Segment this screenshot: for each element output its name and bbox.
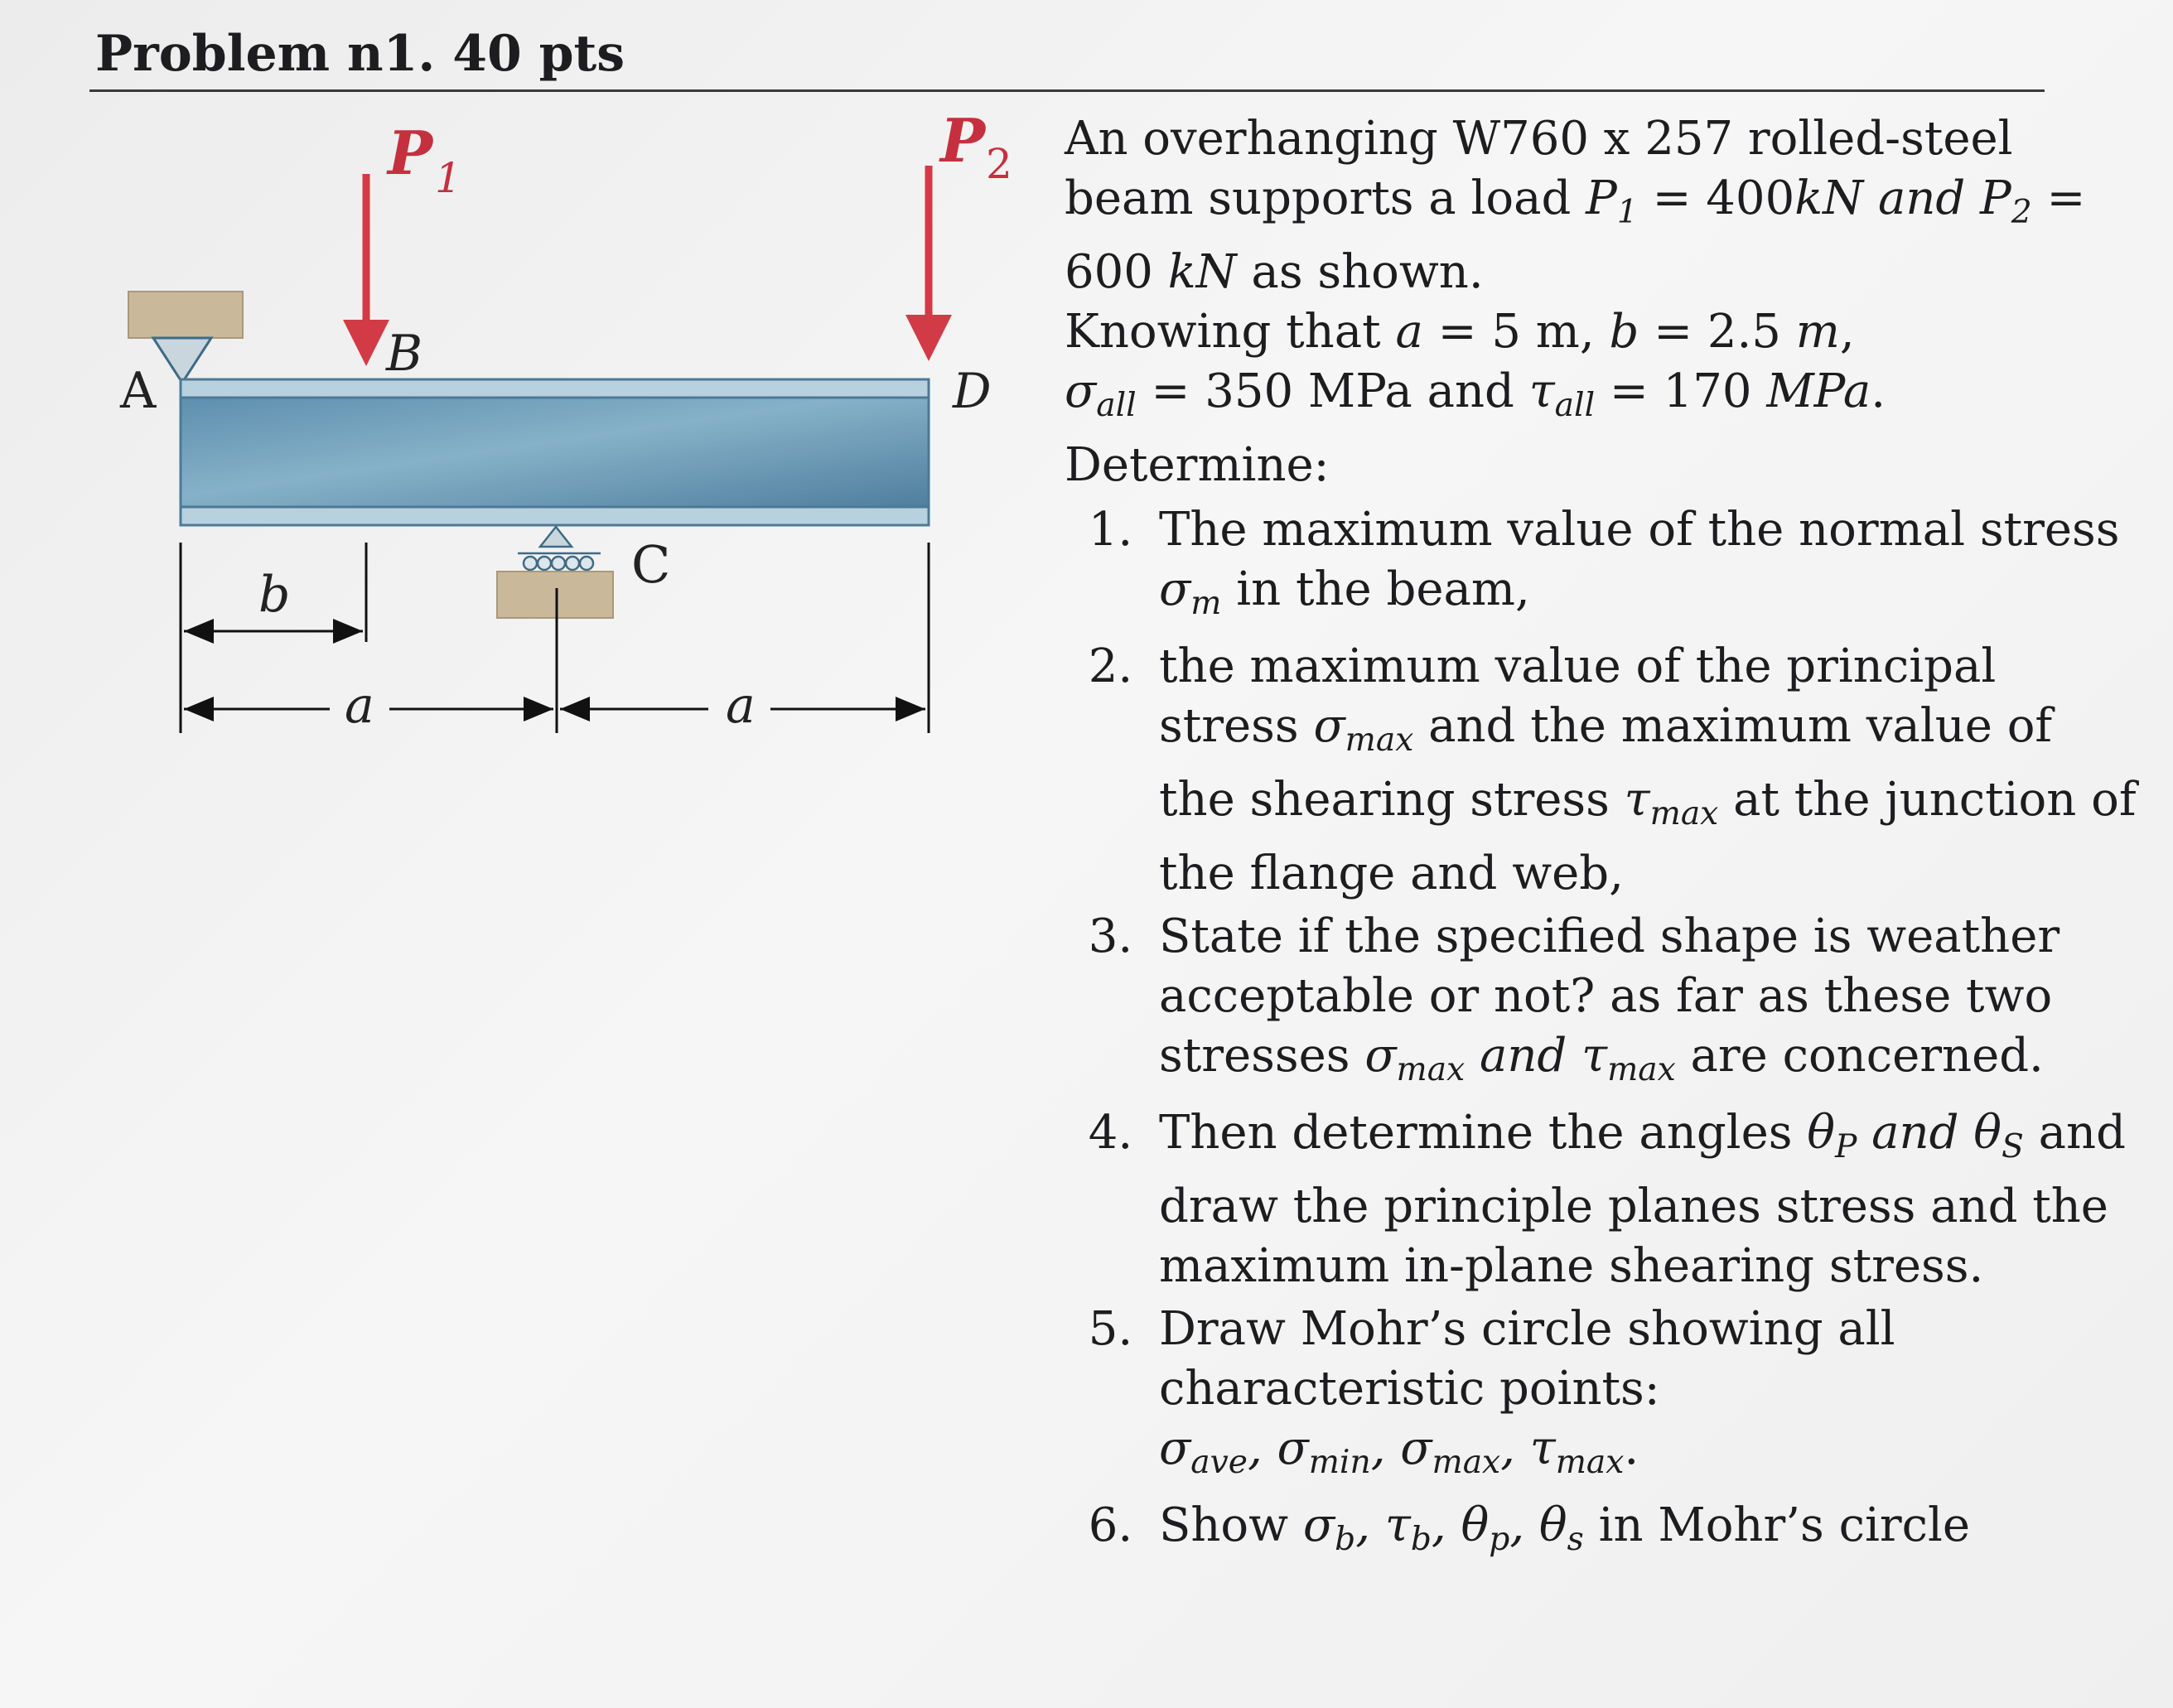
q1-sub: m (1190, 584, 1222, 622)
roller-support-triangle (540, 527, 572, 547)
intro-text-3c: as shown. (1236, 244, 1484, 299)
sigma-all-subscript: all (1096, 386, 1137, 424)
q6-theta-s: , θ (1509, 1498, 1567, 1552)
tau-all-subscript: all (1554, 386, 1596, 424)
question-3 (1147, 907, 2142, 1100)
question-5 (1147, 1300, 2142, 1493)
q5-sub-tau: max (1555, 1443, 1625, 1481)
determine-text: Determine: (1065, 437, 1330, 492)
q6-tau: , τ (1355, 1498, 1411, 1552)
known-text-1g: , (1839, 304, 1855, 359)
sigma-all-value: = 350 MPa and (1136, 364, 1529, 418)
label-c-point: C (631, 534, 671, 595)
q6-text: Show (1159, 1498, 1303, 1552)
tau-all-symbol: τ (1528, 364, 1555, 418)
label-a-point: A (120, 362, 157, 420)
q2-end: at the junction of the flange and web, (1159, 772, 2137, 900)
roller-wheels (524, 557, 593, 570)
q5-tau-max: , τ (1500, 1421, 1556, 1475)
q4-theta: θ (1807, 1105, 1835, 1160)
q1-sigma: σ (1159, 562, 1191, 616)
roller-support-base (497, 572, 613, 618)
q5-sub-ave: ave (1190, 1443, 1248, 1481)
p1-value: = 400 (1637, 171, 1795, 225)
q2-sub2: max (1649, 794, 1719, 832)
sigma-all-symbol: σ (1065, 364, 1097, 418)
q4-text: Then determine the angles (1159, 1105, 1808, 1160)
question-4 (1147, 1103, 2142, 1296)
p1-subscript: 1 (1616, 193, 1638, 231)
q5-sub-min: min (1308, 1443, 1371, 1481)
question-2 (1147, 637, 2142, 904)
b-symbol: b (1609, 304, 1639, 359)
load-arrow-p2-head (905, 315, 952, 361)
b-value: = 2.5 (1639, 304, 1796, 359)
q1-end: in the beam, (1221, 562, 1530, 616)
q6-sigma: σ (1302, 1498, 1335, 1552)
q4-end: and draw the principle planes stress and the maximum in-plane shearing stress. (1159, 1105, 2126, 1293)
label-p2-subscript: 2 (986, 140, 1012, 188)
a-symbol: a (1395, 304, 1423, 359)
q3-sigma: σ (1364, 1028, 1397, 1083)
q3-end: are concerned. (1675, 1028, 2044, 1083)
q3-sub1: max (1396, 1050, 1466, 1088)
q4-sub2: S (2001, 1127, 2024, 1165)
beam-web (181, 398, 929, 507)
p2-value: 600 (1065, 244, 1168, 299)
q4-and-theta: and θ (1857, 1105, 2002, 1160)
label-dim-b: b (258, 566, 291, 624)
q6-theta-p: , θ (1431, 1498, 1490, 1552)
label-p1-subscript: 1 (435, 154, 461, 202)
known-text-2h: . (1871, 364, 1886, 418)
p2-unit: kN (1167, 244, 1237, 299)
label-p2: P (940, 105, 986, 176)
q6-sub4: s (1567, 1520, 1584, 1558)
q3-and-tau: and τ (1465, 1028, 1608, 1083)
q3-text: State if the specified shape is weather acceptable or not? as far as these two stresses (1159, 909, 2060, 1083)
q5-sigma-max: , σ (1370, 1421, 1432, 1475)
intro-text-2a: beam supports a load (1065, 171, 1586, 225)
known-line-2 (1065, 362, 2142, 436)
q6-end: in Mohr’s circle (1583, 1498, 1971, 1552)
intro-line-1 (1065, 109, 2142, 169)
label-p1: P (388, 118, 433, 188)
q3-sub2: max (1607, 1050, 1676, 1088)
known-line-1 (1065, 302, 2142, 362)
intro-text-2g: = (2031, 171, 2086, 225)
q5-sub-max: max (1432, 1443, 1501, 1481)
q5-end: . (1624, 1421, 1639, 1475)
determine-heading (1065, 436, 2142, 495)
q2-sub1: max (1345, 721, 1414, 759)
q5-text: Draw Mohr’s circle showing all characteristic points: (1159, 1301, 1895, 1416)
p2-subscript: 2 (2011, 193, 2032, 231)
label-dim-a2: a (726, 677, 756, 735)
q2-sigma: σ (1313, 698, 1345, 753)
pin-support-base (128, 292, 243, 338)
label-d-point: D (953, 363, 992, 419)
q6-sub3: p (1489, 1520, 1510, 1558)
q1-text: The maximum value of the normal stress (1159, 502, 2120, 557)
problem-statement (1065, 109, 2142, 1573)
question-list (1065, 500, 2142, 1570)
intro-line-2 (1065, 169, 2142, 243)
tau-all-unit: MPa (1766, 364, 1871, 418)
q6-sub1: b (1335, 1520, 1356, 1558)
intro-line-3 (1065, 243, 2142, 302)
label-b-point: B (386, 325, 423, 383)
beam-bottom-flange (181, 507, 929, 525)
label-dim-a1: a (345, 677, 374, 735)
intro-text-2e: kN and P (1794, 171, 2011, 225)
pin-support-triangle (153, 338, 211, 383)
q6-sub2: b (1410, 1520, 1432, 1558)
q2-mid: and the maximum value of the shearing stress (1159, 698, 2053, 827)
beam-top-flange (181, 379, 929, 398)
beam-diagram (0, 0, 1044, 762)
q2-text: the maximum value of the principal stress (1159, 639, 1997, 753)
intro-text-1: An overhanging W760 x 257 rolled-steel (1065, 112, 2013, 166)
q4-sub1: P (1834, 1127, 1857, 1165)
known-text-1a: Knowing that (1065, 304, 1396, 359)
question-1 (1147, 500, 2142, 634)
b-unit: m (1795, 304, 1840, 359)
a-value: = 5 m, (1422, 304, 1610, 359)
page-title: Problem n1. 40 pts (95, 25, 625, 83)
q2-tau: τ (1624, 772, 1650, 827)
question-6 (1147, 1496, 2142, 1570)
q5-sigma-ave: σ (1159, 1421, 1191, 1475)
load-arrow-p1-head (343, 320, 389, 366)
tau-all-value: = 170 (1595, 364, 1767, 418)
q5-sigma-min: , σ (1247, 1421, 1309, 1475)
p1-symbol: P (1586, 171, 1617, 225)
